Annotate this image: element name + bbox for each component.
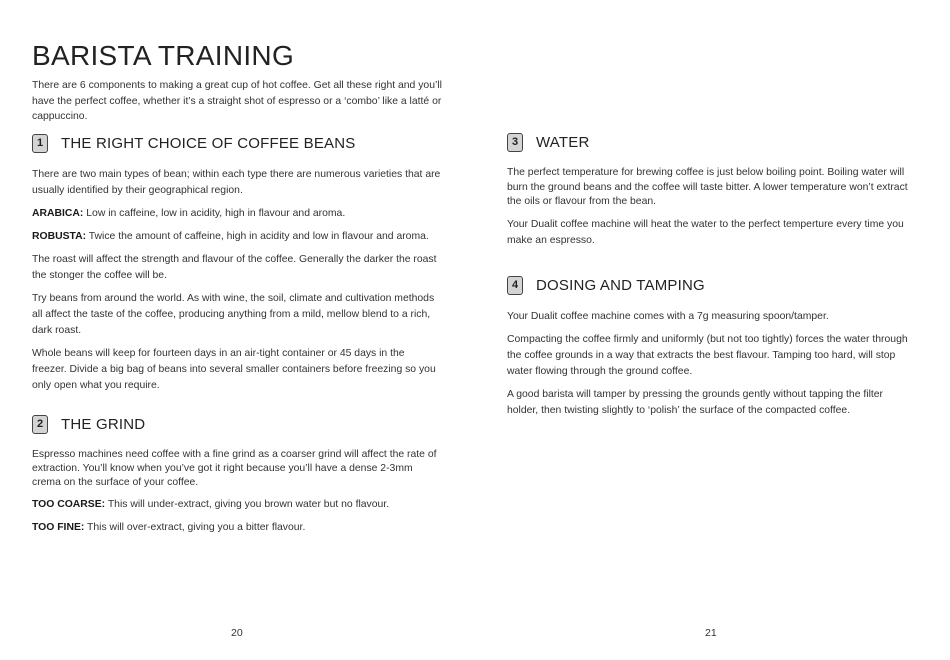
paragraph: Your Dualit coffee machine comes with a 7g measuring spoon/tamper. bbox=[507, 311, 829, 322]
section-number-badge: 3 bbox=[507, 133, 523, 152]
arabica-text: Low in caffeine, low in acidity, high in flavour and aroma. bbox=[83, 208, 346, 219]
robusta-text: Twice the amount of caffeine, high in acidity and low in flavour and aroma. bbox=[86, 231, 429, 242]
section-grind bbox=[32, 413, 442, 543]
arabica-term: ARABICA: bbox=[32, 208, 84, 219]
paragraph: Your Dualit coffee machine will heat the water to the perfect temperture every time you make an espresso. bbox=[507, 218, 904, 246]
section-body bbox=[32, 448, 442, 536]
too-fine-text: This will over-extract, giving you a bitter flavour. bbox=[84, 522, 306, 533]
section-dosing-tamping bbox=[507, 274, 917, 426]
section-body bbox=[32, 167, 442, 394]
right-page bbox=[507, 0, 917, 660]
paragraph: Compacting the coffee firmly and uniformly (but not too tightly) forces the water through the coffee grounds in a way that extracts the best flavour. Tamping too hard, will stop water flowing through the ground coffee. bbox=[507, 334, 908, 377]
section-heading: THE RIGHT CHOICE OF COFFEE BEANS bbox=[61, 134, 356, 152]
arabica-paragraph bbox=[32, 206, 442, 222]
section-coffee-beans bbox=[32, 132, 442, 401]
paragraph: Whole beans will keep for fourteen days in an air-tight container or 45 days in the freezer. Divide a big bag of beans into several smaller containers before freezing so you only open what you require. bbox=[32, 348, 436, 391]
page-number: 20 bbox=[231, 627, 243, 639]
paragraph: Espresso machines need coffee with a fine grind as a coarser grind will affect the rate of extraction. You’ll know when you’ve got it right because you’ll have a dense 2-3mm crema on the surface of your coffee. bbox=[32, 449, 437, 488]
intro-paragraph: There are 6 components to making a great cup of hot coffee. Get all these right and you’ll have the perfect coffee, whether it’s a straight shot of espresso or a ‘combo’ like a latté or cappuccino. bbox=[32, 80, 442, 122]
too-coarse-text: This will under-extract, giving you brown water but no flavour. bbox=[105, 499, 390, 510]
section-heading: WATER bbox=[536, 133, 590, 151]
robusta-term: ROBUSTA: bbox=[32, 231, 87, 242]
too-fine-term: TOO FINE: bbox=[32, 522, 85, 533]
section-number-badge: 1 bbox=[32, 134, 48, 153]
section-body bbox=[507, 166, 917, 249]
paragraph: There are two main types of bean; within each type there are numerous varieties that are usually identified by their geographical region. bbox=[32, 169, 441, 196]
paragraph: The perfect temperature for brewing coffee is just below boiling point. Boiling water will burn the ground beans and the coffee will taste bitter. A lower temperature won’t extract the oils or flavour from the bean. bbox=[507, 167, 908, 207]
too-coarse-term: TOO COARSE: bbox=[32, 499, 106, 510]
section-header bbox=[32, 413, 442, 435]
section-header bbox=[32, 132, 442, 154]
too-fine-paragraph bbox=[32, 520, 442, 536]
left-page bbox=[32, 0, 442, 660]
page-number: 21 bbox=[705, 627, 717, 639]
section-water bbox=[507, 131, 917, 256]
section-header bbox=[507, 131, 917, 153]
paragraph: A good barista will tamper by pressing the grounds gently without tapping the filter holder, then twisting slightly to ‘polish’ the surface of the compacted coffee. bbox=[507, 389, 884, 416]
section-header bbox=[507, 274, 917, 296]
robusta-paragraph bbox=[32, 229, 442, 245]
too-coarse-paragraph bbox=[32, 497, 442, 513]
section-heading: DOSING AND TAMPING bbox=[536, 276, 705, 294]
paragraph: Try beans from around the world. As with wine, the soil, climate and cultivation methods all affect the taste of the coffee, producing anything from a mild, mellow blend to a rich, dark roast. bbox=[32, 293, 435, 336]
section-number-badge: 4 bbox=[507, 276, 523, 295]
section-number-badge: 2 bbox=[32, 415, 48, 434]
section-heading: THE GRIND bbox=[61, 415, 146, 433]
section-body bbox=[507, 309, 917, 419]
paragraph: The roast will affect the strength and flavour of the coffee. Generally the darker the roast the stonger the coffee will be. bbox=[32, 254, 437, 281]
page-title: BARISTA TRAINING bbox=[32, 40, 295, 71]
